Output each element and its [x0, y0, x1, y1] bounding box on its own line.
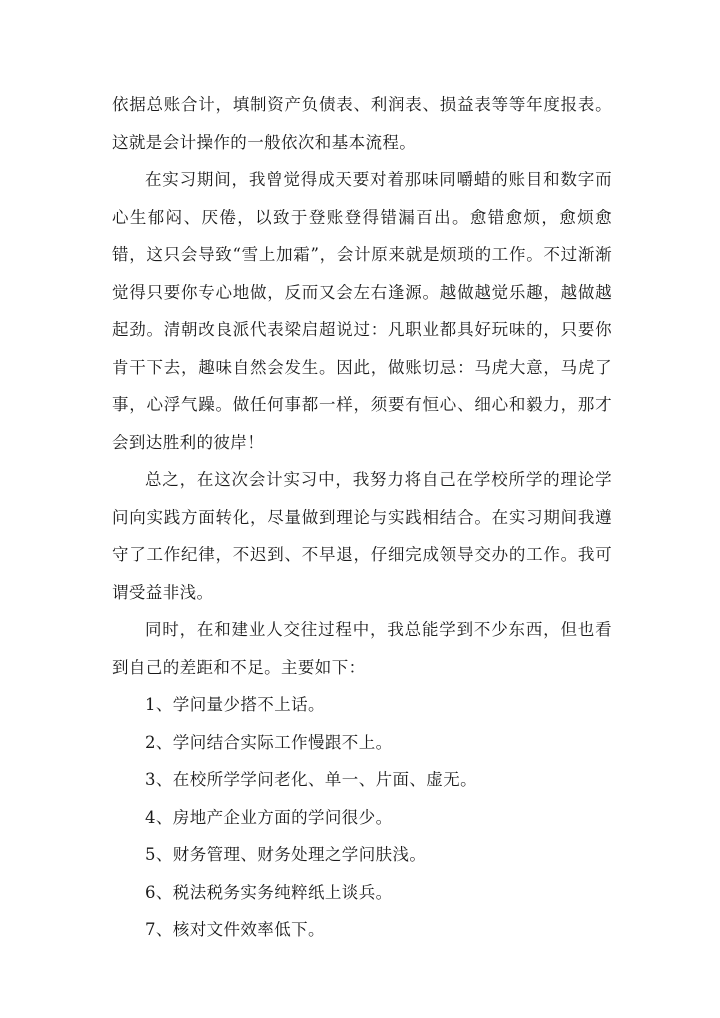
list-item: 6、税法税务实务纯粹纸上谈兵。 [145, 882, 393, 902]
list-item: 4、房地产企业方面的学问很少。 [145, 807, 393, 827]
shortcomings-list [112, 686, 612, 949]
document-body [112, 86, 612, 949]
paragraph-shortcomings-intro: 同时，在和建业人交往过程中，我总能学到不少东西，但也看到自己的差距和不足。主要如下： [112, 620, 612, 677]
list-item: 7、核对文件效率低下。 [145, 920, 325, 939]
paragraph-internship-feelings: 在实习期间，我曾觉得成天要对着那味同嚼蜡的账目和数字而心生郁闷、厌倦，以致于登账登得错漏百出。愈错愈烦，愈烦愈错，这只会导致“雪上加霜”，会计原来就是烦琐的工作。不过渐渐觉得只要你专心地做，反而又会左右逢源。越做越觉乐趣，越做越起劲。清朝改良派代表梁启超说过：凡职业都具好玩味的，只要你肯干下去，趣味自然会发生。因此，做账切忌：马虎大意，马虎了事，心浮气躁。做任何事都一样，须要有恒心、细心和毅力，那才会到达胜利的彼岸！ [112, 170, 612, 452]
paragraph-flow-summary: 依据总账合计，填制资产负债表、利润表、损益表等等年度报表。这就是会计操作的一般依次和基本流程。 [112, 95, 612, 152]
list-item: 1、学问量少搭不上话。 [145, 695, 325, 714]
paragraph-conclusion: 总之，在这次会计实习中，我努力将自己在学校所学的理论学问向实践方面转化，尽量做到理论与实践相结合。在实习期间我遵守了工作纪律，不迟到、不早退，仔细完成领导交办的工作。我可谓受益非浅。 [112, 470, 612, 602]
list-item: 2、学问结合实际工作慢跟不上。 [145, 732, 393, 752]
list-item: 3、在校所学学问老化、单一、片面、虚无。 [145, 770, 477, 789]
list-item: 5、财务管理、财务处理之学问肤浅。 [145, 845, 427, 864]
